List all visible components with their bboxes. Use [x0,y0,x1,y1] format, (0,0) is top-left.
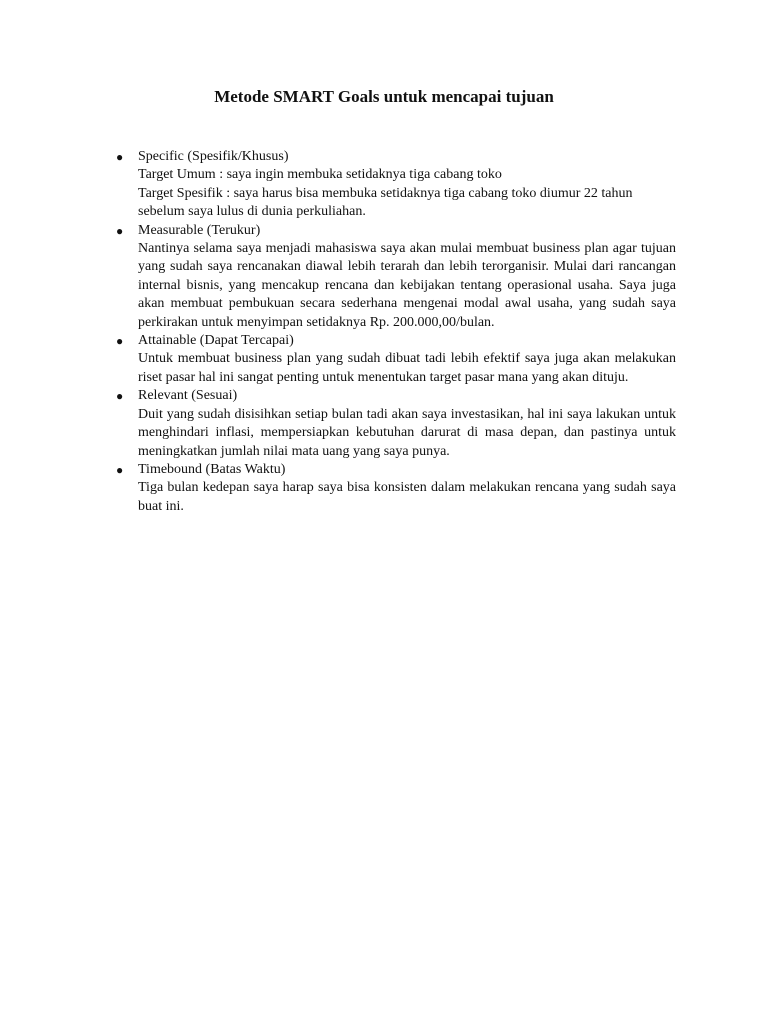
item-heading: Specific (Spesifik/Khusus) [138,149,289,164]
item-heading: Measurable (Terukur) [138,222,261,238]
item-text: Nantinya selama saya menjadi mahasiswa saya akan mulai membuat business plan agar tujuan yang sudah saya rencanakan diawal lebih terarah dan lebih terorganisir. Mulai dari rancangan internal bisnis, yang mencakup rencana dan kebijakan tentang operasional usaha. Saya juga akan membuat pembukuan secara sederhana mengenai modal awal usaha, yang sudah saya perkirakan untuk menyimpan setidaknya Rp. 200.000,00/bulan. [138,241,676,330]
item-heading: Attainable (Dapat Tercapai) [138,333,294,349]
list-item-specific [112,148,676,222]
smart-goals-list [112,148,676,516]
item-text: Duit yang sudah disisihkan setiap bulan tadi akan saya investasikan, hal ini saya lakukan untuk menghindari inflasi, mempersiapkan kebutuhan darurat di masa depan, dan pastinya untuk meningkatkan jumlah nilai mata uang yang saya punya. [138,406,676,459]
item-text: Target Spesifik : saya harus bisa membuka setidaknya tiga cabang toko diumur 22 tahun sebelum saya lulus di dunia perkuliahan. [138,185,633,220]
item-text: Tiga bulan kedepan saya harap saya bisa konsisten dalam melakukan rencana yang sudah saya buat ini. [138,480,676,514]
bullet-icon: ● [116,389,124,404]
list-item-measurable [112,222,676,332]
list-item-relevant [112,387,676,461]
item-heading: Relevant (Sesuai) [138,388,238,404]
item-text: Untuk membuat business plan yang sudah dibuat tadi lebih efektif saya juga akan melakukan riset pasar hal ini sangat penting untuk menentukan target pasar mana yang akan dituju. [138,351,676,385]
bullet-icon: ● [116,462,124,477]
item-text: Target Umum : saya ingin membuka setidaknya tiga cabang toko [138,167,502,183]
item-heading: Timebound (Batas Waktu) [138,461,286,477]
page-title: Metode SMART Goals untuk mencapai tujuan [214,87,554,106]
bullet-icon: ● [116,223,124,238]
list-item-attainable [112,332,676,387]
bullet-icon: ● [116,150,124,164]
bullet-icon: ● [116,334,124,349]
list-item-timebound [112,461,676,516]
